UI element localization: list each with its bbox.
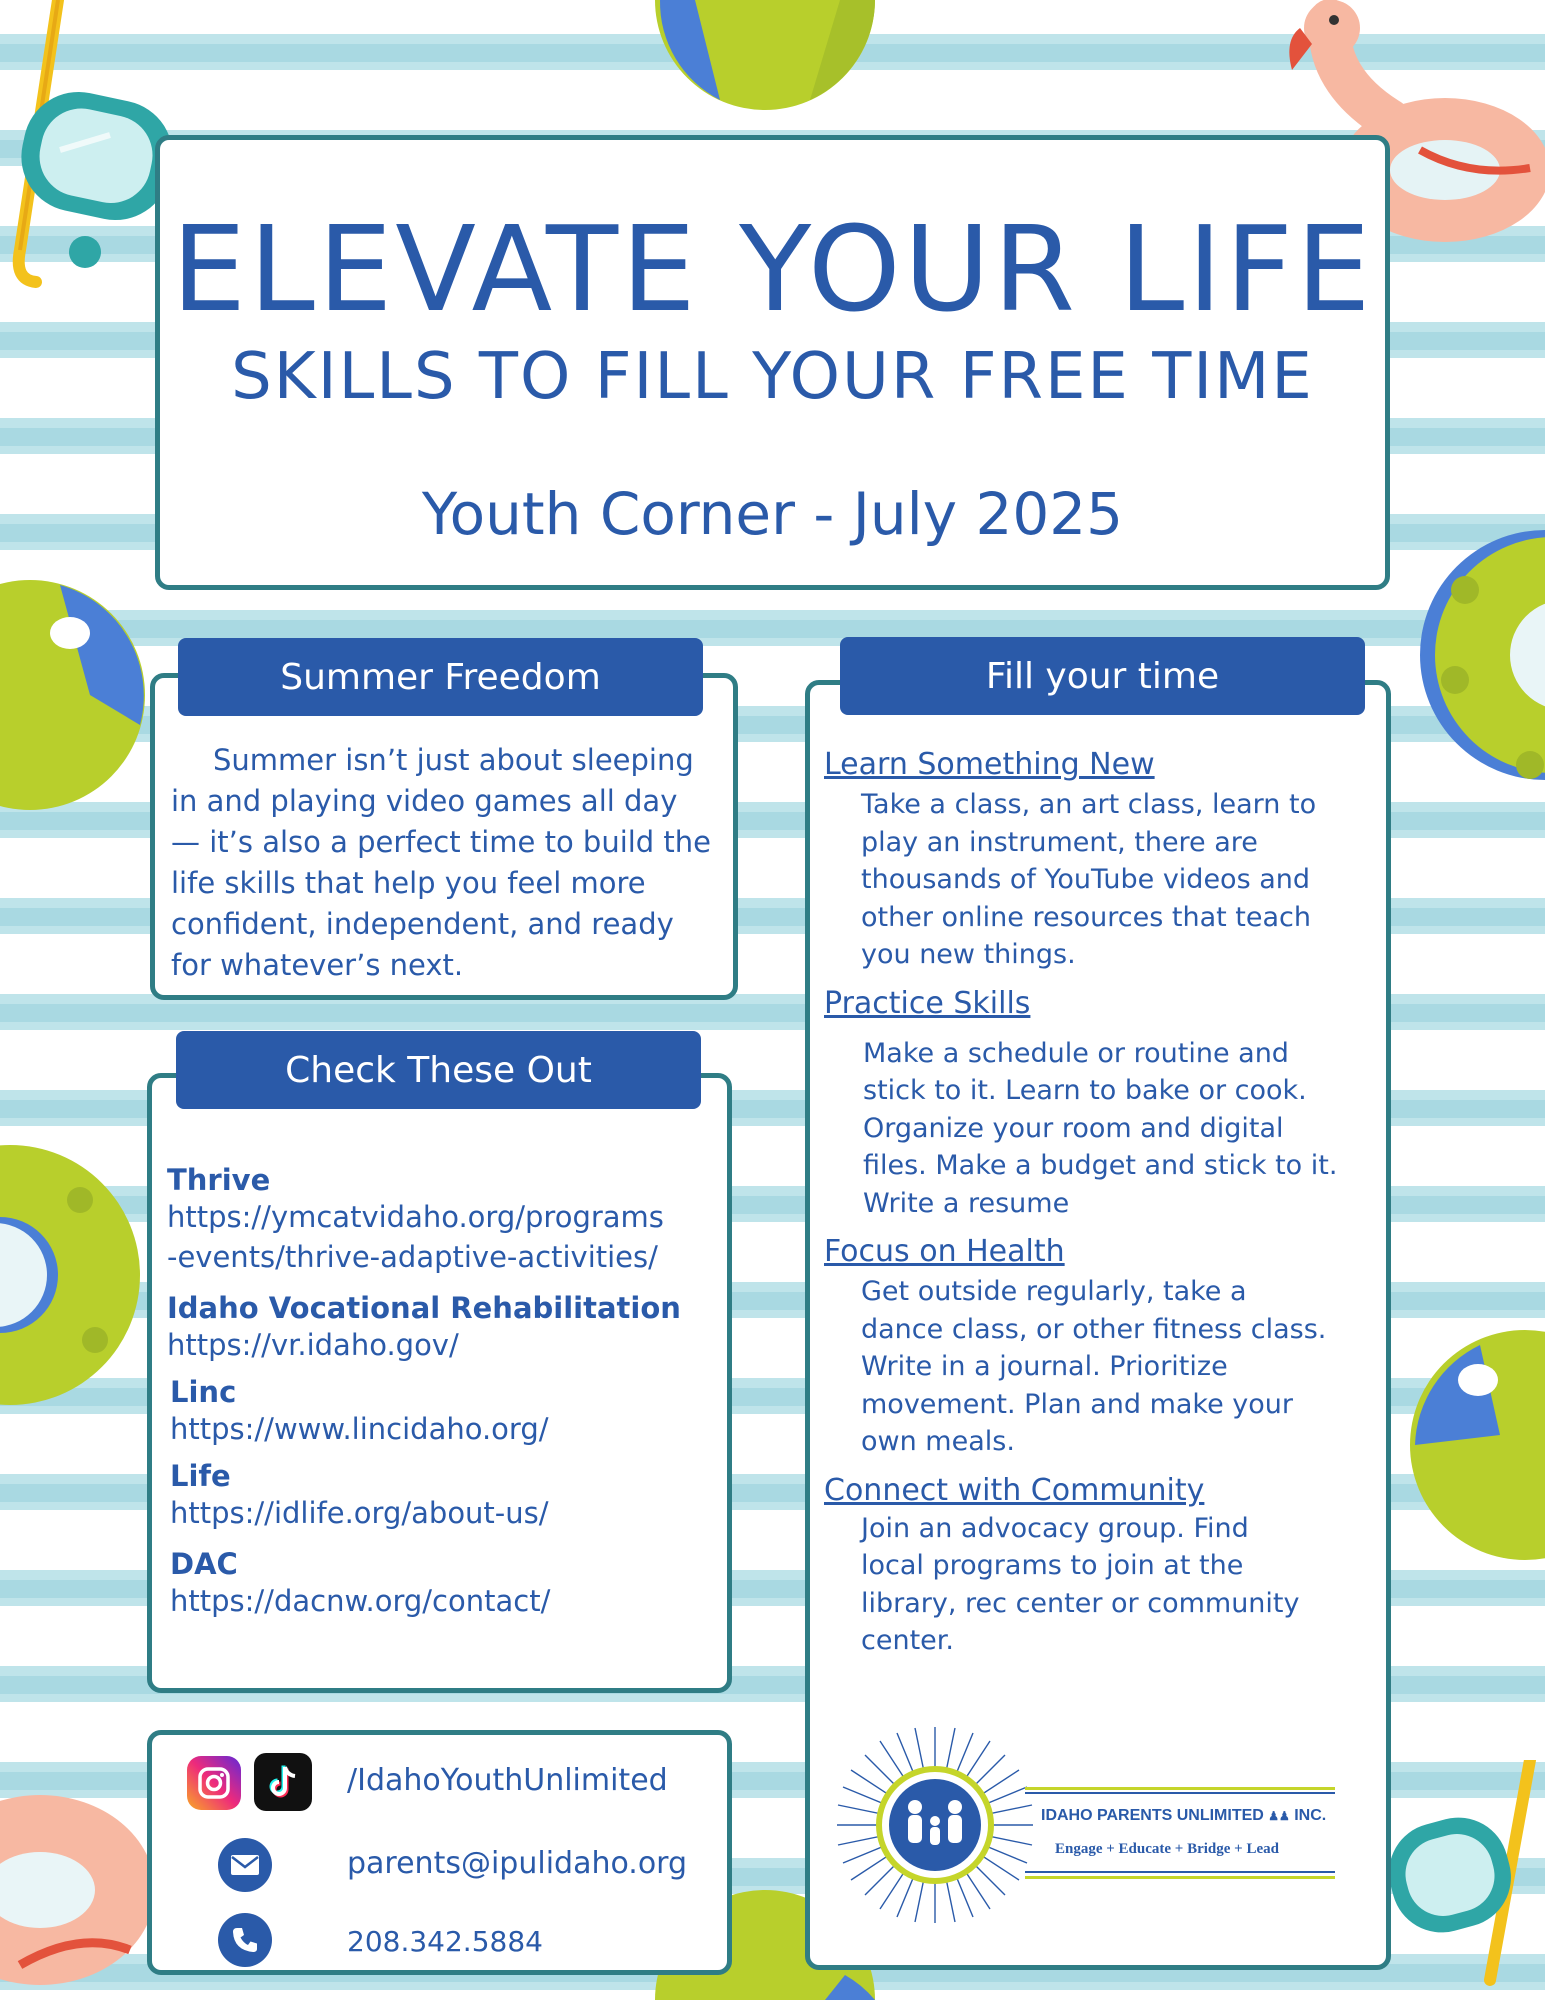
- resource-name: Life: [170, 1459, 231, 1493]
- fill-section-line: play an instrument, there are: [861, 826, 1258, 858]
- summer-line: confident, independent, and ready: [171, 907, 674, 941]
- resource-name: Thrive: [167, 1163, 271, 1197]
- resource-link[interactable]: https://www.lincidaho.org/: [170, 1412, 549, 1446]
- issue-date: Youth Corner - July 2025: [421, 480, 1124, 548]
- fill-time-heading: Fill your time: [840, 637, 1365, 715]
- summer-freedom-text: [171, 740, 741, 986]
- summer-line: Summer isn’t just about sleeping: [213, 743, 694, 777]
- summer-line: — it’s also a perfect time to build the: [171, 825, 712, 859]
- resource-link[interactable]: https://vr.idaho.gov/: [167, 1328, 459, 1362]
- ipul-logo-emblem: [835, 1725, 1035, 1925]
- fill-section-title[interactable]: Focus on Health: [824, 1234, 1065, 1269]
- beach-ball-top: [650, 0, 890, 120]
- social-handle[interactable]: /IdahoYouthUnlimited: [347, 1763, 668, 1798]
- resource-link[interactable]: https://idlife.org/about-us/: [170, 1496, 549, 1530]
- fill-section-line: other online resources that teach: [861, 901, 1311, 933]
- logo-rule-top: [1025, 1787, 1335, 1790]
- fill-section-title[interactable]: Connect with Community: [824, 1472, 1205, 1508]
- logo-org-suffix: INC.: [1294, 1807, 1327, 1824]
- resource-link[interactable]: https://dacnw.org/contact/: [170, 1584, 551, 1618]
- summer-line: for whatever’s next.: [171, 948, 464, 982]
- fill-section-line: you new things.: [861, 939, 1076, 970]
- summer-line: life skills that help you feel more: [171, 866, 646, 900]
- fill-section-line: own meals.: [861, 1426, 1015, 1457]
- fill-sections: [824, 747, 1384, 1660]
- logo-org-name: IDAHO PARENTS UNLIMITED: [1041, 1807, 1264, 1824]
- fill-section-line: thousands of YouTube videos and: [861, 864, 1311, 895]
- resources-panel: [147, 1073, 732, 1693]
- fill-section-line: stick to it. Learn to bake or cook.: [863, 1075, 1307, 1106]
- logo-org-line: [1041, 1807, 1326, 1825]
- fill-section-line: Organize your room and digital: [863, 1112, 1284, 1144]
- summer-freedom-heading: Summer Freedom: [178, 638, 703, 716]
- fill-time-panel: [805, 680, 1391, 1970]
- logo-tagline: Engage + Educate + Bridge + Lead: [1055, 1841, 1279, 1857]
- fill-section: [824, 1473, 1384, 1660]
- resource-link[interactable]: https://ymcatvidaho.org/programs: [167, 1200, 664, 1234]
- logo-family-icon: ♟♟: [1268, 1809, 1290, 1823]
- summer-freedom-panel: [150, 673, 738, 1000]
- fill-section-line: movement. Plan and make your: [861, 1388, 1294, 1420]
- header-panel: [155, 135, 1390, 590]
- swim-ring-right: [1385, 520, 1545, 790]
- fill-section: [824, 1234, 1384, 1461]
- resource-item: [167, 1547, 727, 1621]
- resource-name: Linc: [170, 1375, 237, 1409]
- resources-list: [167, 1163, 727, 1621]
- fill-section-line: files. Make a budget and stick to it.: [863, 1150, 1338, 1181]
- page-subtitle: SKILLS TO FILL YOUR FREE TIME: [231, 340, 1314, 414]
- email-icon: [218, 1838, 272, 1892]
- fill-section-line: dance class, or other fitness class.: [861, 1313, 1327, 1345]
- fill-section-line: Join an advocacy group. Find: [861, 1512, 1249, 1544]
- fill-section-line: library, rec center or community: [861, 1587, 1300, 1619]
- fill-section-line: Write a resume: [863, 1187, 1070, 1219]
- phone-icon: [218, 1913, 272, 1967]
- beach-ball-right: [1390, 1325, 1545, 1565]
- social-row: [152, 1753, 727, 1813]
- fill-section: [824, 986, 1384, 1223]
- resource-item: [167, 1459, 727, 1533]
- resource-item: [167, 1375, 727, 1449]
- logo-rule-bottom-blue: [1025, 1871, 1335, 1873]
- fill-section-title[interactable]: Learn Something New: [824, 747, 1155, 782]
- swim-ring-left: [0, 1140, 150, 1410]
- contact-panel: [147, 1730, 732, 1975]
- snorkel-mask-bottom-right: [1380, 1760, 1545, 2000]
- instagram-icon[interactable]: [187, 1756, 241, 1810]
- resource-item: [167, 1291, 727, 1365]
- fill-section-line: Get outside regularly, take a: [861, 1276, 1247, 1307]
- email-row: [152, 1835, 727, 1895]
- email-address[interactable]: parents@ipulidaho.org: [347, 1846, 688, 1881]
- resource-name: DAC: [170, 1547, 238, 1581]
- swim-float-bottom-left: [0, 1720, 160, 2000]
- phone-number[interactable]: 208.342.5884: [347, 1925, 543, 1958]
- fill-section-line: Write in a journal. Prioritize: [861, 1351, 1228, 1382]
- fill-section-title[interactable]: Practice Skills: [824, 985, 1031, 1021]
- phone-row: [152, 1913, 727, 1973]
- logo-rule-top-blue: [1025, 1792, 1335, 1794]
- resource-name: Idaho Vocational Rehabilitation: [167, 1291, 681, 1325]
- fill-section-line: Take a class, an art class, learn to: [861, 789, 1317, 820]
- beach-ball-left: [0, 575, 150, 815]
- logo-rule-bottom: [1025, 1876, 1335, 1879]
- fill-section-line: Make a schedule or routine and: [863, 1037, 1289, 1069]
- ipul-logo: [835, 1725, 1365, 1925]
- fill-section-line: local programs to join at the: [861, 1550, 1244, 1581]
- fill-section-line: center.: [861, 1625, 954, 1656]
- tiktok-icon[interactable]: [254, 1753, 312, 1811]
- fill-section: [824, 747, 1384, 974]
- resource-link[interactable]: -events/thrive-adaptive-activities/: [167, 1240, 658, 1274]
- summer-line: in and playing video games all day: [171, 784, 678, 818]
- resource-item: [167, 1163, 727, 1277]
- resources-heading: Check These Out: [176, 1031, 701, 1109]
- page-title: ELEVATE YOUR LIFE: [171, 200, 1374, 338]
